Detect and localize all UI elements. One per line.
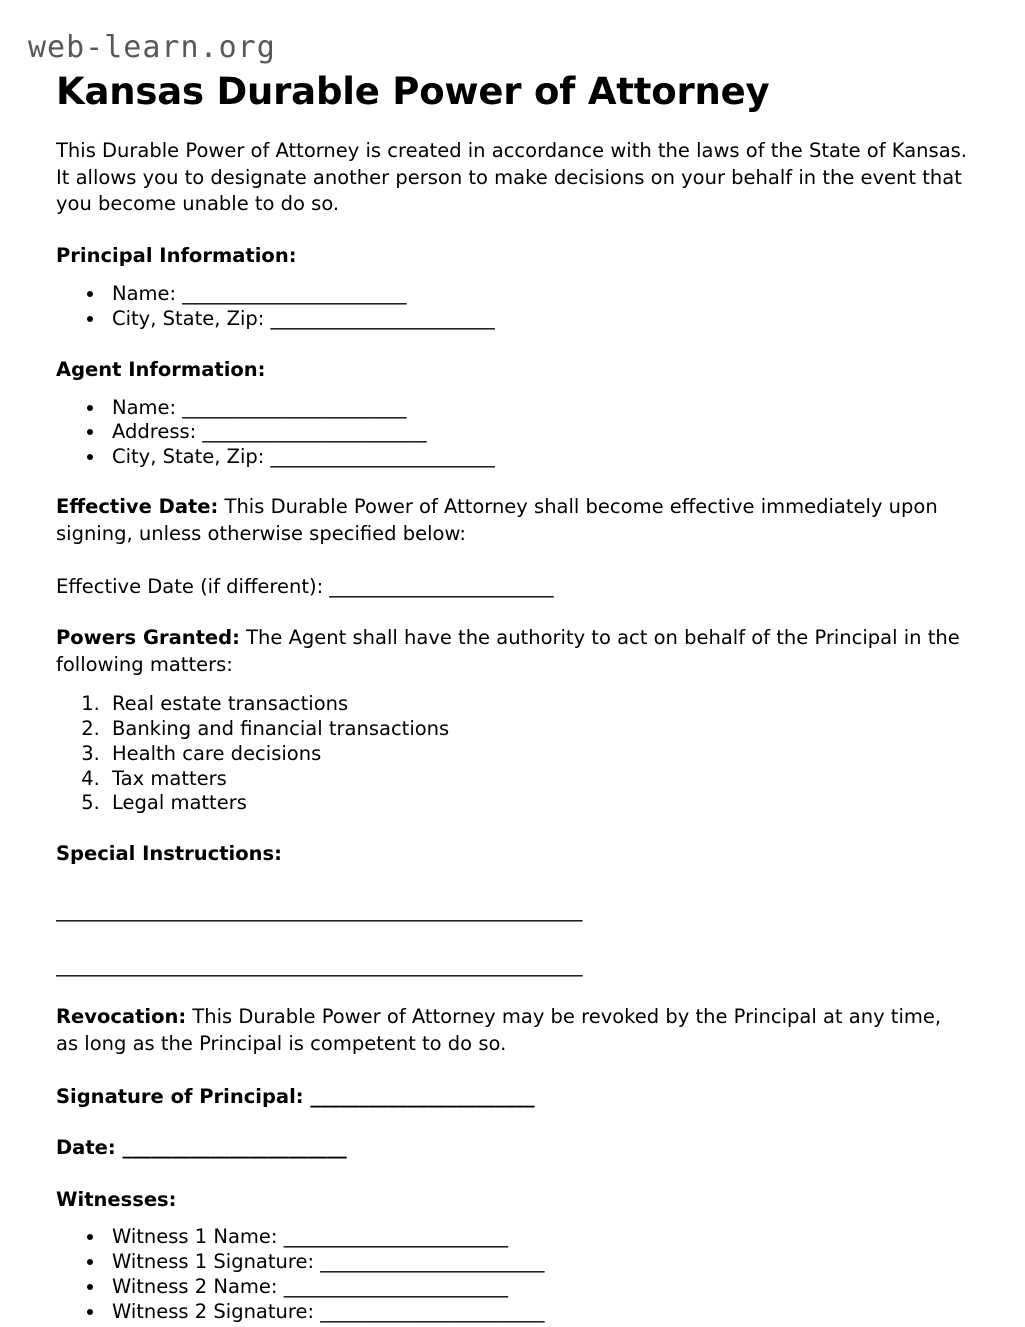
- revocation-paragraph: [56, 1004, 968, 1058]
- list-item: 5. Legal matters: [106, 791, 968, 816]
- effective-date-field: Effective Date (if different): _______________________: [56, 574, 554, 598]
- list-item: • Witness 1 Signature: _______________________: [106, 1250, 968, 1275]
- page-title: Kansas Durable Power of Attorney: [56, 70, 770, 113]
- signature-of-principal-blank: _______________________: [303, 1084, 535, 1108]
- list-item: • City, State, Zip: _______________________: [106, 307, 968, 332]
- effective-date-paragraph: [56, 494, 968, 548]
- principal-information-list: [56, 282, 968, 332]
- list-item: 3. Health care decisions: [106, 742, 968, 767]
- signature-date-blank: _______________________: [115, 1135, 347, 1159]
- list-item: • City, State, Zip: _______________________: [106, 445, 968, 470]
- agent-information-heading: Agent Information:: [56, 357, 266, 381]
- revocation-label: Revocation:: [56, 1004, 187, 1028]
- list-item: 4. Tax matters: [106, 767, 968, 792]
- special-instructions-line-2: ______________________________________________________: [56, 954, 583, 978]
- principal-information-heading: Principal Information:: [56, 244, 297, 268]
- list-item: • Witness 2 Name: _______________________: [106, 1275, 968, 1300]
- powers-granted-text: The Agent shall have the authority to act on behalf of the Principal in the following matters:: [56, 625, 960, 676]
- signature-of-principal-field: [56, 1084, 968, 1111]
- witnesses-list: [56, 1225, 968, 1324]
- list-item: • Name: _______________________: [106, 282, 968, 307]
- site-watermark: web-learn.org: [28, 30, 276, 65]
- list-item: • Name: _______________________: [106, 396, 968, 421]
- intro-paragraph: This Durable Power of Attorney is created in accordance with the laws of the State of Kansas. It allows you to designate another person to make decisions on your behalf in the event that you become unable to do so.: [56, 138, 968, 216]
- document-body: [56, 70, 968, 1324]
- powers-granted-list: [56, 692, 968, 816]
- signature-date-field: [56, 1135, 968, 1162]
- effective-date-label: Effective Date:: [56, 494, 219, 518]
- list-item: • Witness 2 Signature: _______________________: [106, 1300, 968, 1325]
- signature-of-principal-label: Signature of Principal:: [56, 1084, 304, 1108]
- list-item: 1. Real estate transactions: [106, 692, 968, 717]
- list-item: • Address: _______________________: [106, 420, 968, 445]
- signature-date-label: Date:: [56, 1135, 116, 1159]
- special-instructions-heading: Special Instructions:: [56, 842, 282, 866]
- effective-date-text: This Durable Power of Attorney shall become effective immediately upon signing, unless otherwise specified below:: [56, 494, 938, 545]
- revocation-text: This Durable Power of Attorney may be revoked by the Principal at any time, as long as the Principal is competent to do so.: [56, 1004, 942, 1055]
- special-instructions-line-1: ______________________________________________________: [56, 899, 583, 923]
- list-item: 2. Banking and financial transactions: [106, 717, 968, 742]
- witnesses-heading: Witnesses:: [56, 1187, 177, 1211]
- agent-information-list: [56, 396, 968, 470]
- powers-granted-paragraph: [56, 625, 968, 679]
- powers-granted-label: Powers Granted:: [56, 625, 240, 649]
- list-item: • Witness 1 Name: _______________________: [106, 1225, 968, 1250]
